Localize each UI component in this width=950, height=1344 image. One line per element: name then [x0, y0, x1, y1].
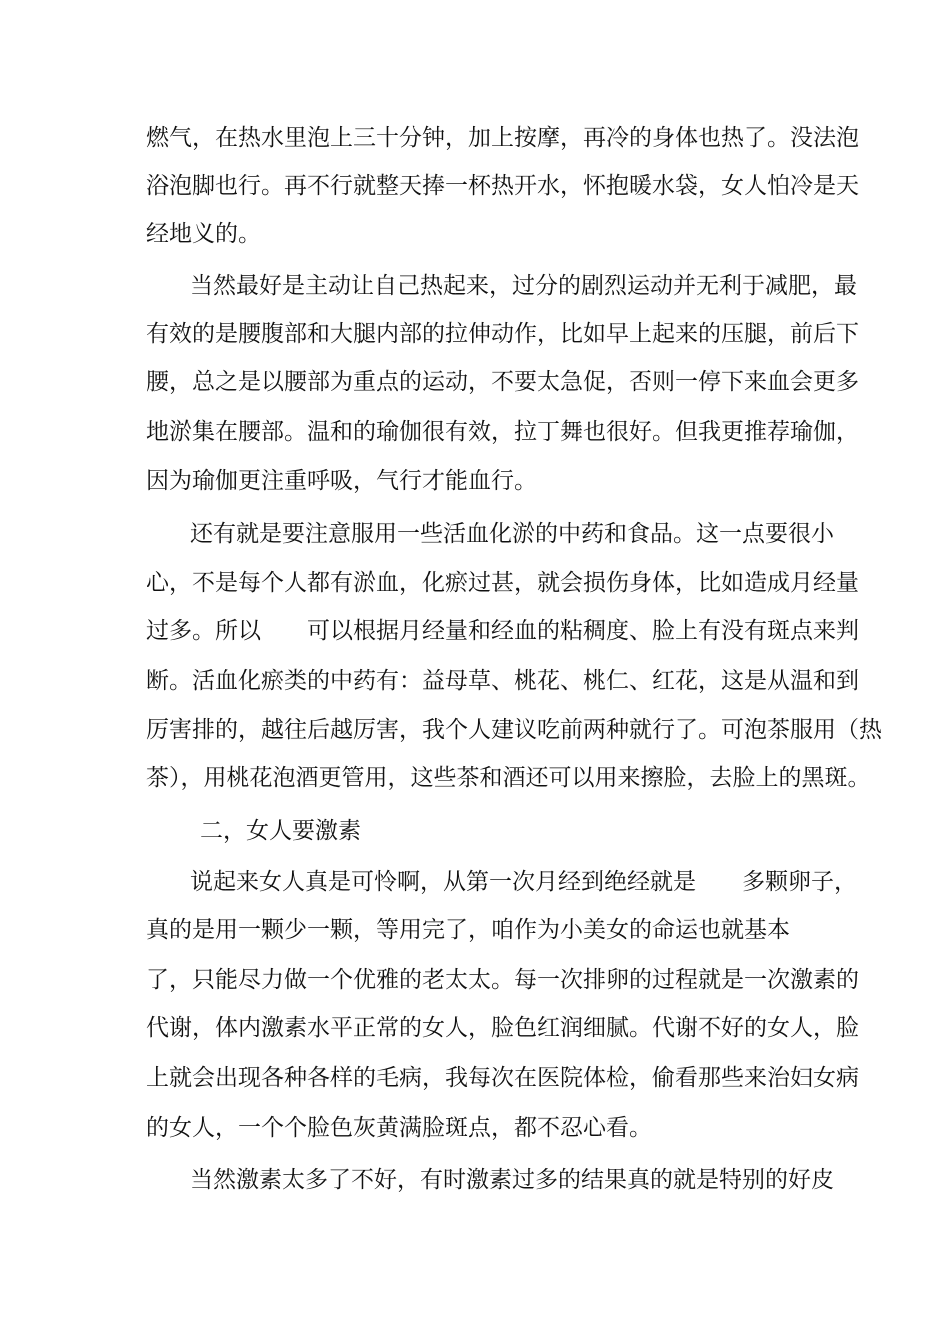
paragraph-start-line: 说起来女人真是可怜啊，从第一次月经到绝经就是 多颗卵子， [190, 869, 857, 895]
text-line: 浴泡脚也行。再不行就整天捧一杯热开水，怀抱暖水袋，女人怕冷是天 [146, 173, 859, 199]
paragraph-start-line: 当然最好是主动让自己热起来，过分的剧烈运动并无利于减肥，最 [190, 273, 857, 299]
text-line: 经地义的。 [146, 221, 261, 247]
text-line: 真的是用一颗少一颗，等用完了，咱作为小美女的命运也就基本 [146, 917, 790, 943]
paragraph-start-line: 当然激素太多了不好，有时激素过多的结果真的就是特别的好皮 [190, 1167, 834, 1193]
text-line: 了，只能尽力做一个优雅的老太太。每一次排卵的过程就是一次激素的 [146, 967, 859, 993]
text-line: 地淤集在腰部。温和的瑜伽很有效，拉丁舞也很好。但我更推荐瑜伽， [146, 419, 859, 445]
text-line: 茶），用桃花泡酒更管用，这些茶和酒还可以用来擦脸，去脸上的黑斑。 [146, 765, 871, 791]
text-line: 断。活血化瘀类的中药有：益母草、桃花、桃仁、红花，这是从温和到 [146, 668, 859, 694]
text-line: 的女人，一个个脸色灰黄满脸斑点，都不忍心看。 [146, 1115, 652, 1141]
text-line: 心，不是每个人都有淤血，化瘀过甚，就会损伤身体，比如造成月经量 [146, 570, 859, 596]
section-heading: 二，女人要激素 [200, 818, 361, 844]
text-line: 有效的是腰腹部和大腿内部的拉伸动作，比如早上起来的压腿，前后下 [146, 321, 859, 347]
text-line: 燃气，在热水里泡上三十分钟，加上按摩，再冷的身体也热了。没法泡 [146, 125, 859, 151]
paragraph-start-line: 还有就是要注意服用一些活血化淤的中药和食品。这一点要很小 [190, 521, 834, 547]
text-line: 因为瑜伽更注重呼吸，气行才能血行。 [146, 468, 537, 494]
text-line: 代谢，体内激素水平正常的女人，脸色红润细腻。代谢不好的女人，脸 [146, 1015, 859, 1041]
text-line: 厉害排的，越往后越厉害，我个人建议吃前两种就行了。可泡茶服用（热 [146, 717, 882, 743]
text-line: 过多。所以 可以根据月经量和经血的粘稠度、脸上有没有斑点来判 [146, 618, 859, 644]
text-line: 腰，总之是以腰部为重点的运动，不要太急促，否则一停下来血会更多 [146, 369, 859, 395]
text-line: 上就会出现各种各样的毛病，我每次在医院体检，偷看那些来治妇女病 [146, 1065, 859, 1091]
